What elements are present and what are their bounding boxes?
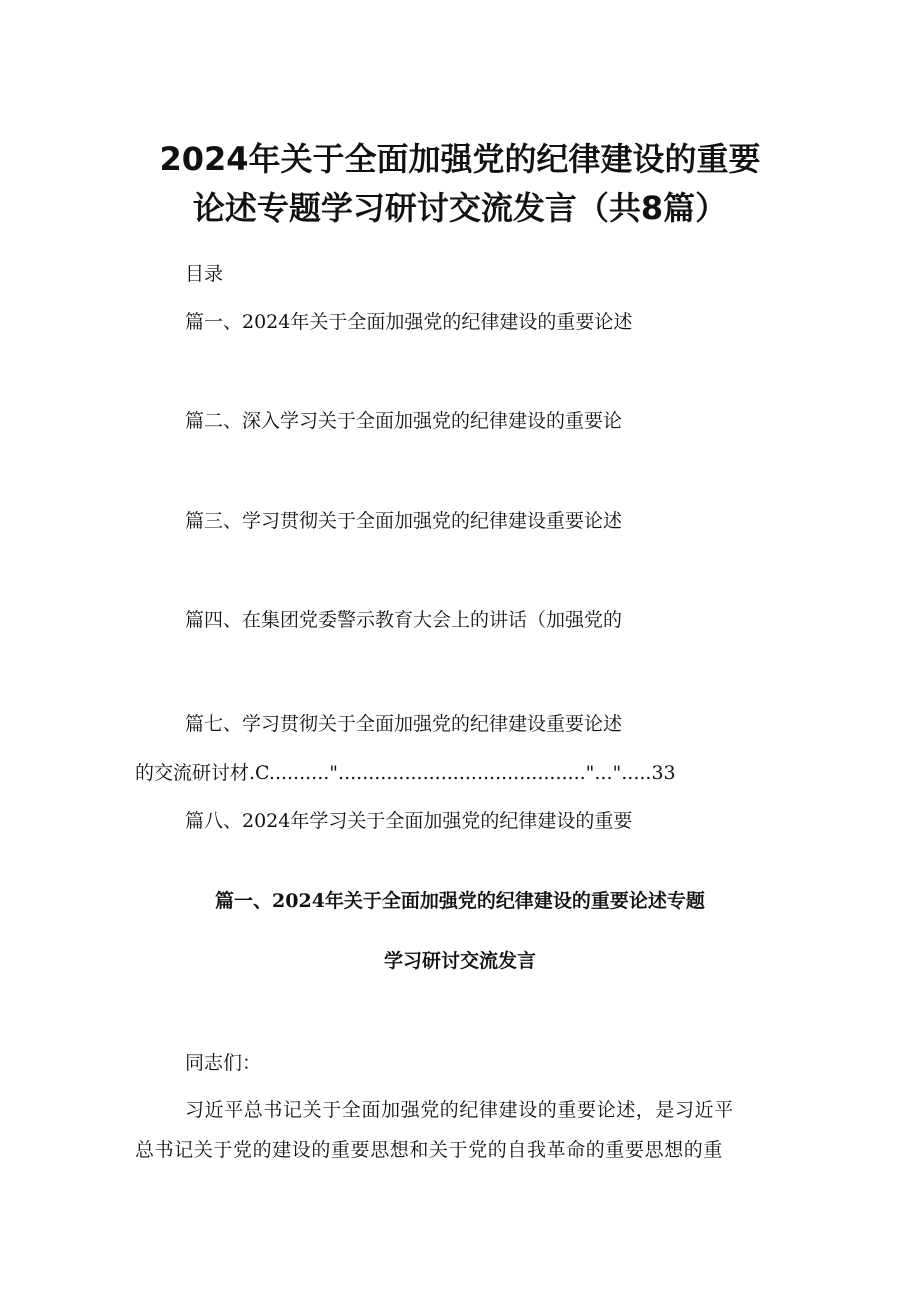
toc-item: 篇八、2024年学习关于全面加强党的纪律建设的重要 xyxy=(185,810,633,832)
section-heading-line-2: 学习研讨交流发言 xyxy=(383,950,536,972)
toc-item: 篇一、2024年关于全面加强党的纪律建设的重要论述 xyxy=(185,311,633,333)
paragraph-line: 总书记关于党的建设的重要思想和关于党的自我革命的重要思想的重 xyxy=(135,1139,724,1161)
greeting: 同志们： xyxy=(185,1052,262,1074)
toc-item: 篇七、学习贯彻关于全面加强党的纪律建设重要论述 xyxy=(185,713,623,735)
toc-item-continuation: 的交流研讨材.C.........."........................................."...".....33 xyxy=(135,762,676,784)
toc-label: 目录 xyxy=(185,263,224,285)
toc-item: 篇二、深入学习关于全面加强党的纪律建设的重要论 xyxy=(185,410,623,432)
toc-item: 篇三、学习贯彻关于全面加强党的纪律建设重要论述 xyxy=(185,510,623,532)
paragraph-line: 习近平总书记关于全面加强党的纪律建设的重要论述，是习近平 xyxy=(185,1099,734,1121)
section-heading-line-1: 篇一、2024年关于全面加强党的纪律建设的重要论述专题 xyxy=(215,890,705,912)
document-title-line-2: 论述专题学习研讨交流发言（共8篇） xyxy=(192,189,728,227)
document-title-line-1: 2024年关于全面加强党的纪律建设的重要 xyxy=(159,140,761,178)
toc-item: 篇四、在集团党委警示教育大会上的讲话（加强党的 xyxy=(185,609,623,631)
